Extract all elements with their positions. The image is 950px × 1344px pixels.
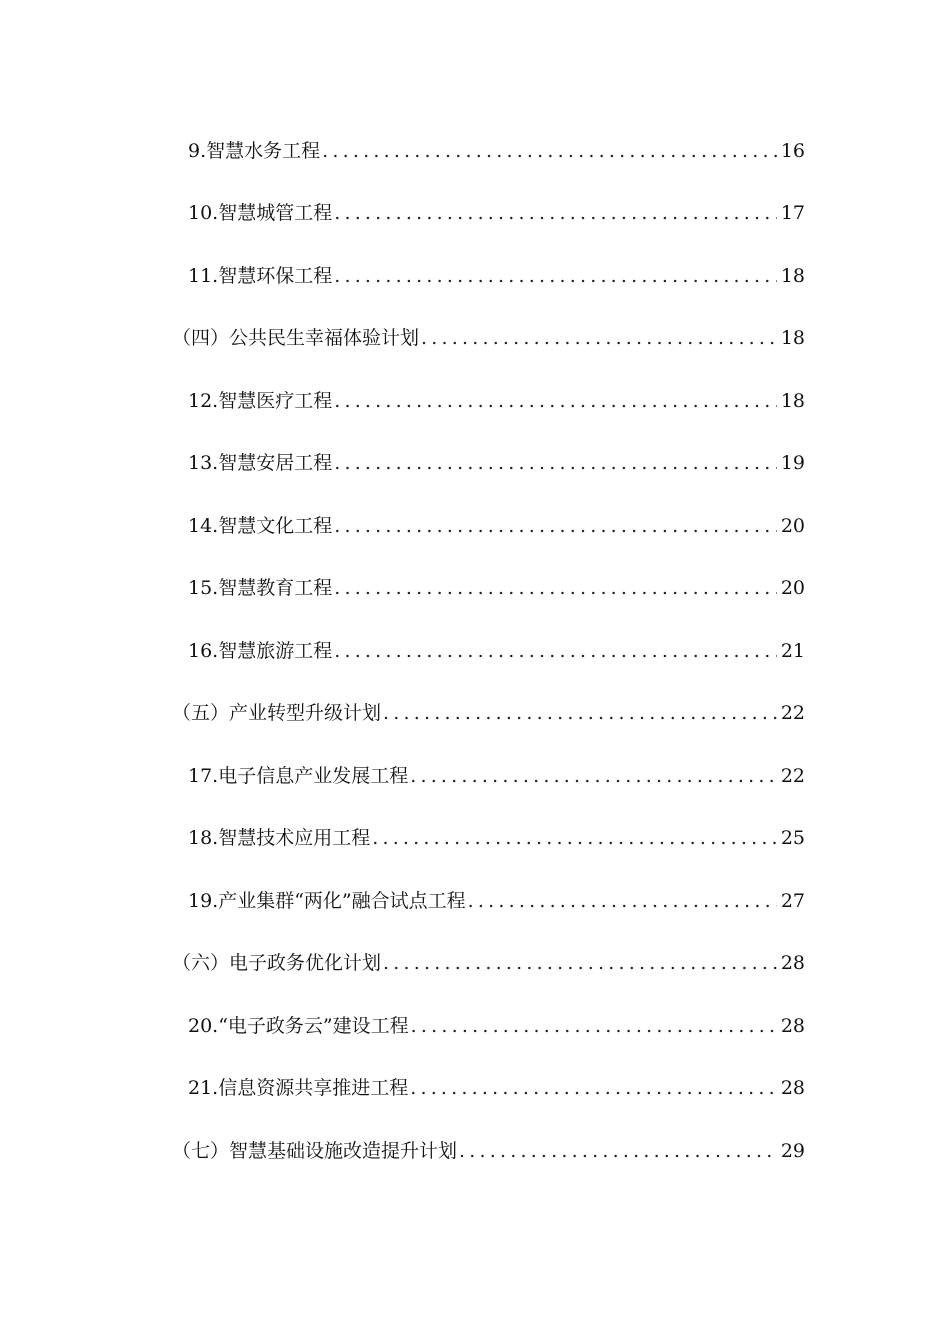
toc-dot-leader (334, 392, 777, 411)
toc-dot-leader (334, 204, 777, 223)
toc-entry[interactable] (0, 433, 950, 496)
toc-section-entry[interactable] (0, 933, 950, 996)
toc-entry[interactable] (0, 808, 950, 871)
toc-entry[interactable] (0, 183, 950, 246)
toc-dot-leader (334, 267, 777, 286)
toc-dot-leader (334, 642, 777, 661)
toc-dot-leader (334, 579, 777, 598)
toc-entry[interactable] (0, 558, 950, 621)
toc-dot-leader (459, 1142, 777, 1161)
toc-entry-title: 15.智慧教育工程 (188, 577, 333, 600)
toc-entry-title: 19.产业集群“两化”融合试点工程 (188, 889, 466, 912)
toc-dot-leader (322, 142, 777, 161)
toc-entry-title: 18.智慧技术应用工程 (188, 827, 371, 850)
toc-entry[interactable] (0, 745, 950, 808)
toc-dot-leader (411, 1017, 777, 1036)
toc-dot-leader (421, 329, 777, 348)
toc-page-number: 18 (780, 264, 805, 287)
toc-entry[interactable] (0, 370, 950, 433)
toc-entry-title: 9.智慧水务工程 (188, 139, 321, 162)
toc-dot-leader (334, 517, 777, 536)
toc-dot-leader (468, 892, 777, 911)
toc-entry-title: 17.电子信息产业发展工程 (188, 764, 409, 787)
toc-entry-title: 13.智慧安居工程 (188, 452, 333, 475)
toc-entry[interactable] (0, 620, 950, 683)
toc-entry-title: 16.智慧旅游工程 (188, 639, 333, 662)
toc-page-number: 27 (780, 889, 805, 912)
toc-entry[interactable] (0, 245, 950, 308)
toc-page-number: 19 (780, 452, 805, 475)
toc-section-entry[interactable] (0, 1120, 950, 1183)
toc-page-number: 28 (780, 1077, 805, 1100)
toc-entry-title: 21.信息资源共享推进工程 (188, 1077, 409, 1100)
toc-entry[interactable] (0, 120, 950, 183)
toc-entry[interactable] (0, 870, 950, 933)
toc-page-number: 18 (780, 389, 805, 412)
toc-entry[interactable] (0, 495, 950, 558)
toc-page-number: 29 (780, 1139, 805, 1162)
toc-entry-title: （五）产业转型升级计划 (172, 702, 382, 725)
toc-page-number: 20 (780, 514, 805, 537)
toc-page-number: 21 (780, 639, 805, 662)
toc-dot-leader (334, 454, 777, 473)
toc-dot-leader (372, 829, 777, 848)
toc-entry-title: 10.智慧城管工程 (188, 202, 333, 225)
toc-page-number: 22 (780, 764, 805, 787)
toc-page-number: 20 (780, 577, 805, 600)
toc-entry-title: （六）电子政务优化计划 (172, 952, 382, 975)
toc-entry[interactable] (0, 1058, 950, 1121)
toc-dot-leader (410, 1079, 777, 1098)
toc-dot-leader (383, 954, 777, 973)
toc-entry-title: 11.智慧环保工程 (188, 264, 333, 287)
toc-section-entry[interactable] (0, 308, 950, 371)
toc-page-number: 28 (780, 952, 805, 975)
toc-entry[interactable] (0, 995, 950, 1058)
toc-page-number: 28 (780, 1014, 805, 1037)
toc-page-number: 18 (780, 327, 805, 350)
toc-entry-title: （四）公共民生幸福体验计划 (172, 327, 420, 350)
toc-entry-title: （七）智慧基础设施改造提升计划 (172, 1139, 458, 1162)
toc-page-number: 25 (780, 827, 805, 850)
toc-page-number: 16 (780, 139, 805, 162)
toc-dot-leader (410, 767, 777, 786)
toc-entry-title: 20.“电子政务云”建设工程 (188, 1014, 409, 1037)
toc-section-entry[interactable] (0, 683, 950, 746)
toc-page-number: 17 (780, 202, 805, 225)
table-of-contents (0, 120, 950, 1183)
toc-dot-leader (383, 704, 777, 723)
toc-page-number: 22 (780, 702, 805, 725)
toc-entry-title: 14.智慧文化工程 (188, 514, 333, 537)
toc-entry-title: 12.智慧医疗工程 (188, 389, 333, 412)
